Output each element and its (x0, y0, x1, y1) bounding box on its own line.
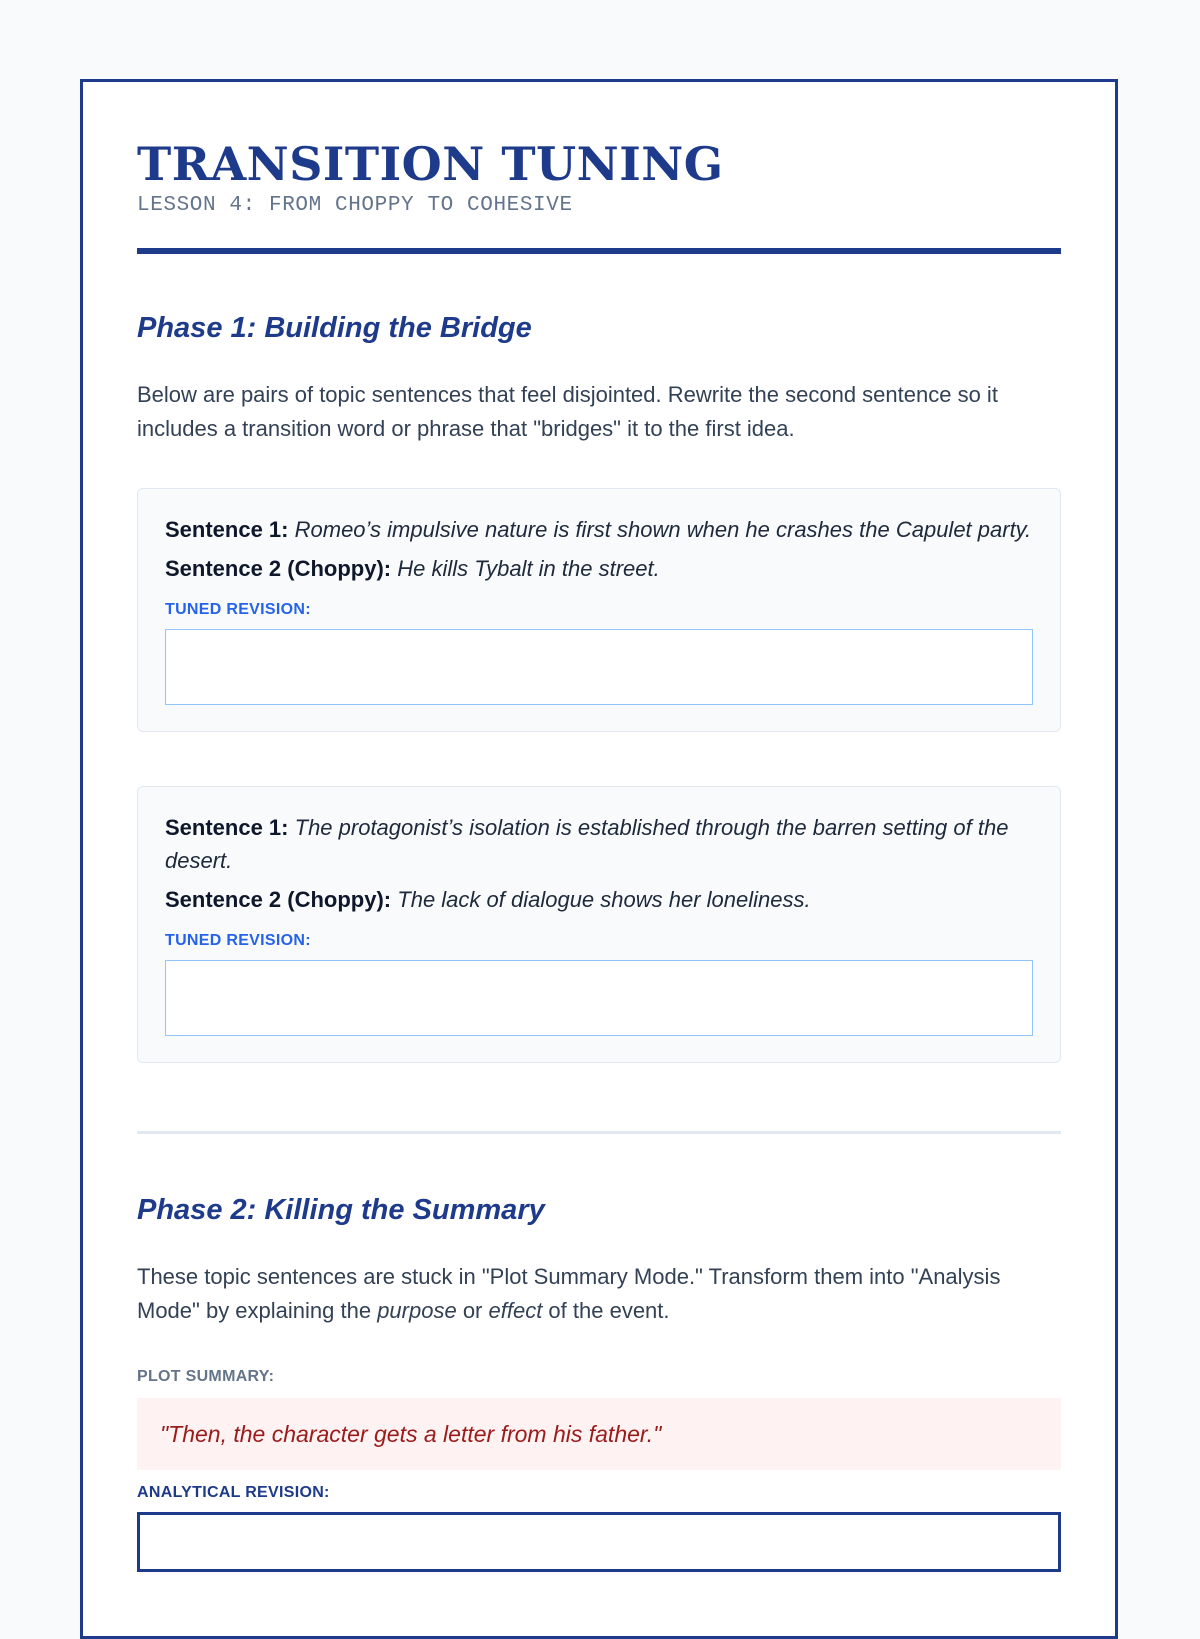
phase2-intro-text: These topic sentences are stuck in "Plot Summary Mode." Transform them into "Analysis Mode" by explaining the (137, 1264, 1001, 1323)
sentence-1-line (165, 513, 1033, 546)
worksheet-page (80, 79, 1118, 1639)
sentence-2-text: The lack of dialogue shows her loneliness. (397, 887, 811, 912)
phase2-intro-text-end: of the event. (542, 1298, 670, 1323)
phase1-instructions: Below are pairs of topic sentences that feel disjointed. Rewrite the second sentence so it includes a transition word or phrase that "bridges" it to the first idea. (137, 382, 998, 441)
sentence-2-line (165, 883, 1033, 916)
sentence-1-label: Sentence 1: (165, 815, 289, 840)
sentence-2-text: He kills Tybalt in the street. (397, 556, 660, 581)
phase2-intro-emphasis-purpose: purpose (377, 1298, 457, 1323)
tuned-revision-label: TUNED REVISION: (165, 932, 311, 949)
phase1-title: Phase 1: Building the Bridge (137, 312, 532, 344)
plot-summary-text: "Then, the character gets a letter from his father." (137, 1398, 1061, 1470)
sentence-2-label: Sentence 2 (Choppy): (165, 887, 392, 912)
header-rule (137, 248, 1061, 254)
page-title: TRANSITION TUNING (137, 137, 724, 191)
tuned-revision-input[interactable] (165, 960, 1033, 1036)
sentence-2-label: Sentence 2 (Choppy): (165, 556, 392, 581)
phase2-intro-text-mid: or (456, 1298, 489, 1323)
section-divider (137, 1131, 1061, 1134)
phase2-intro-emphasis-effect: effect (488, 1298, 543, 1323)
exercise-card-2 (137, 786, 1061, 1063)
sentence-1-label: Sentence 1: (165, 517, 289, 542)
exercise-card-1 (137, 488, 1061, 732)
lesson-subtitle: LESSON 4: FROM CHOPPY TO COHESIVE (137, 194, 573, 217)
analytical-revision-label: ANALYTICAL REVISION: (137, 1484, 330, 1501)
tuned-revision-input[interactable] (165, 629, 1033, 705)
sentence-2-line (165, 552, 1033, 585)
phase2-instructions (137, 1260, 1061, 1328)
sentence-1-text: The protagonist’s isolation is established through the barren setting of the desert. (165, 815, 1009, 873)
tuned-revision-label: TUNED REVISION: (165, 601, 311, 618)
plot-summary-label: PLOT SUMMARY: (137, 1368, 275, 1385)
sentence-1-text: Romeo’s impulsive nature is first shown when he crashes the Capulet party. (294, 517, 1032, 542)
phase2-title: Phase 2: Killing the Summary (137, 1194, 545, 1226)
sentence-1-line (165, 811, 1033, 877)
analytical-revision-input[interactable] (137, 1512, 1061, 1572)
